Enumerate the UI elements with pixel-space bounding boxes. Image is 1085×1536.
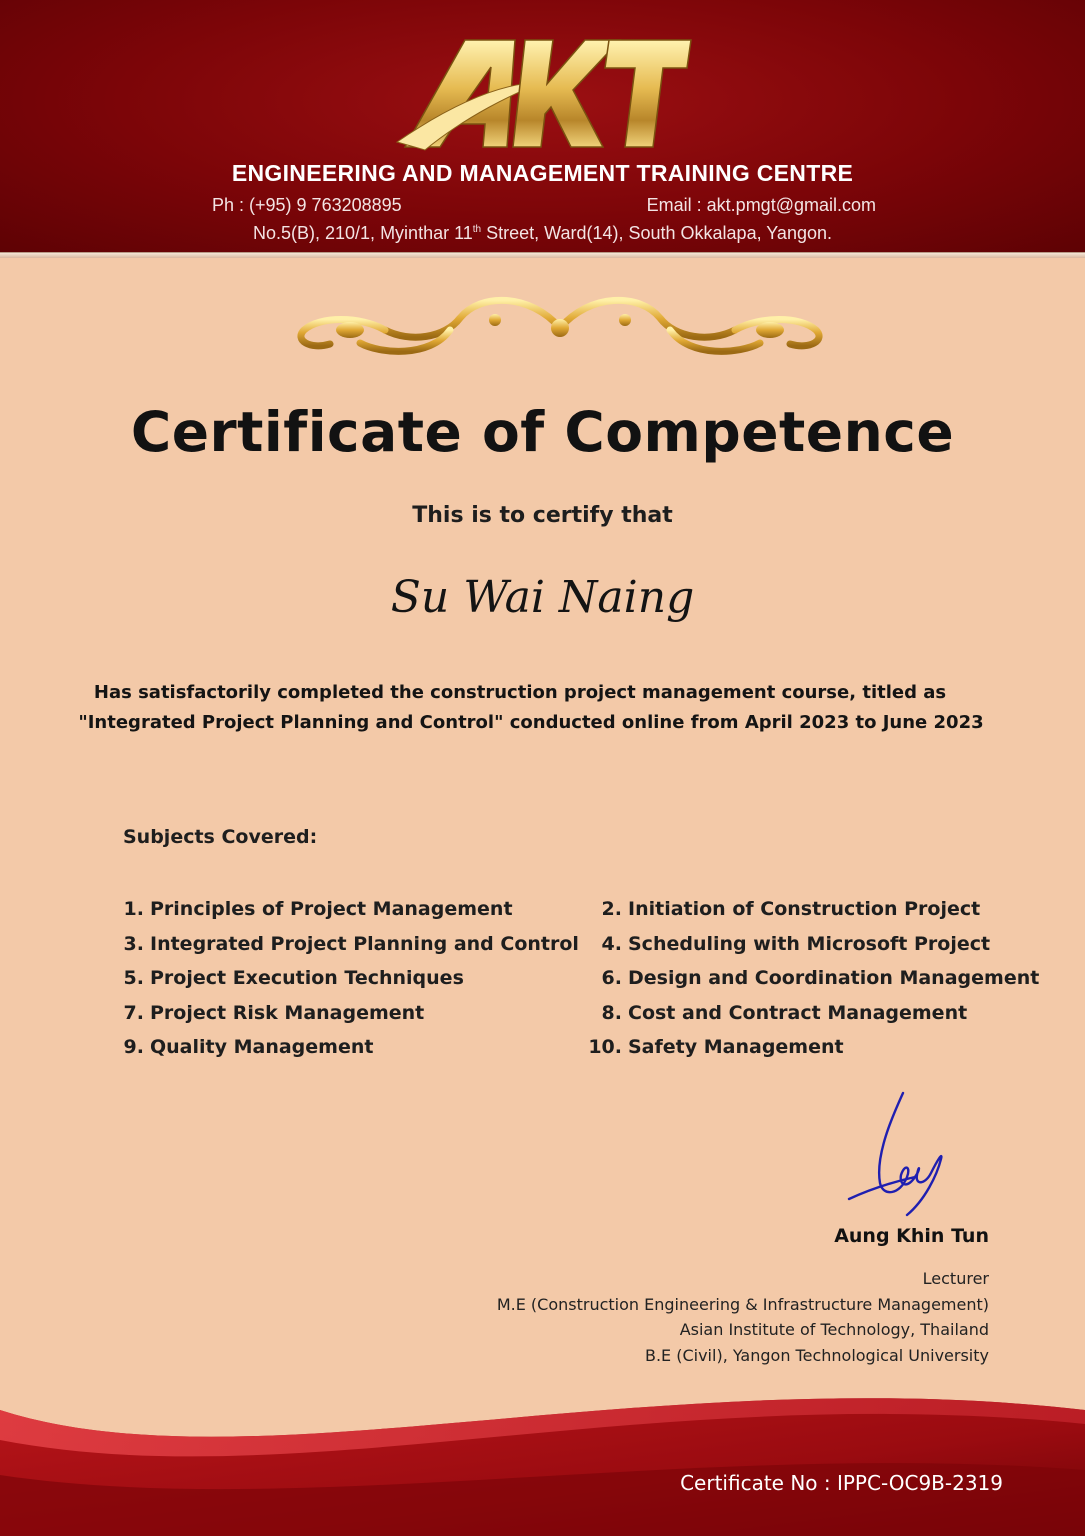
subject-name: Integrated Project Planning and Control — [150, 932, 579, 955]
subject-item — [123, 1032, 579, 1067]
subject-item — [588, 894, 1039, 929]
subject-name: Project Risk Management — [150, 1001, 425, 1024]
signatory-degree-masters: M.E (Construction Engineering & Infrastructure Management) — [496, 1294, 989, 1314]
subject-name: Quality Management — [150, 1036, 374, 1058]
subject-name: Safety Management — [628, 1036, 844, 1058]
subject-number: 2. — [601, 898, 622, 920]
footer-wave-decoration — [0, 1380, 1085, 1536]
certify-statement: This is to certify that — [412, 503, 673, 528]
subject-list-right — [588, 894, 1039, 1067]
gold-ornament-icon — [290, 288, 830, 366]
subject-name: Scheduling with Microsoft Project — [628, 932, 991, 955]
subject-item — [588, 1032, 1039, 1067]
certificate-number: Certificate No : IPPC-OC9B-2319 — [680, 1471, 1003, 1495]
organization-name: ENGINEERING AND MANAGEMENT TRAINING CENTRE — [231, 160, 854, 186]
contact-phone: Ph : (+95) 9 763208895 — [212, 195, 402, 215]
subject-item — [123, 929, 579, 964]
address-part-1: No.5(B), 210/1, Myinthar 11 — [253, 223, 473, 243]
description-line-1: Has satisfactorily completed the construction project management course, titled as — [93, 682, 947, 703]
address-part-2: Street, Ward(14), South Okkalapa, Yangon. — [481, 223, 832, 243]
subject-number: 9. — [123, 1036, 144, 1058]
akt-logo — [395, 32, 695, 152]
subject-item — [588, 998, 1039, 1033]
signatory-degree-bachelors: B.E (Civil), Yangon Technological University — [644, 1345, 989, 1365]
subjects-heading: Subjects Covered: — [123, 826, 318, 848]
subject-name: Initiation of Construction Project — [628, 898, 981, 920]
recipient-name: Su Wai Naing — [390, 572, 695, 623]
subject-name: Cost and Contract Management — [628, 1001, 968, 1024]
subject-item — [588, 929, 1039, 964]
address-superscript: th — [472, 224, 482, 235]
subject-name: Project Execution Techniques — [150, 967, 464, 989]
subject-number: 3. — [123, 932, 144, 955]
subject-list-left — [123, 894, 579, 1067]
subject-number: 10. — [588, 1036, 622, 1058]
course-description — [0, 678, 1085, 738]
subject-item — [123, 963, 579, 998]
header-divider — [0, 252, 1085, 258]
signatory-name: Aung Khin Tun — [834, 1225, 989, 1247]
subject-name: Principles of Project Management — [150, 898, 513, 920]
subject-number: 7. — [123, 1001, 144, 1024]
subject-item — [123, 998, 579, 1033]
contact-email: Email : akt.pmgt@gmail.com — [646, 195, 876, 215]
subject-item — [588, 963, 1039, 998]
signatory-position: Lecturer — [922, 1269, 989, 1288]
description-line-2: "Integrated Project Planning and Control" conducted online from April 2023 to June 2023 — [78, 712, 984, 733]
subject-number: 5. — [123, 967, 144, 989]
subject-number: 6. — [601, 967, 622, 989]
contact-address — [0, 223, 1085, 244]
subject-number: 1. — [123, 898, 144, 920]
subject-number: 8. — [601, 1001, 622, 1024]
signatory-credentials — [497, 1266, 989, 1368]
subject-name: Design and Coordination Management — [628, 967, 1040, 989]
signatory-institution: Asian Institute of Technology, Thailand — [679, 1320, 989, 1339]
subject-item — [123, 894, 579, 929]
certificate-title: Certificate of Competence — [130, 400, 955, 464]
subject-number: 4. — [601, 932, 622, 955]
handwritten-signature — [845, 1085, 955, 1225]
